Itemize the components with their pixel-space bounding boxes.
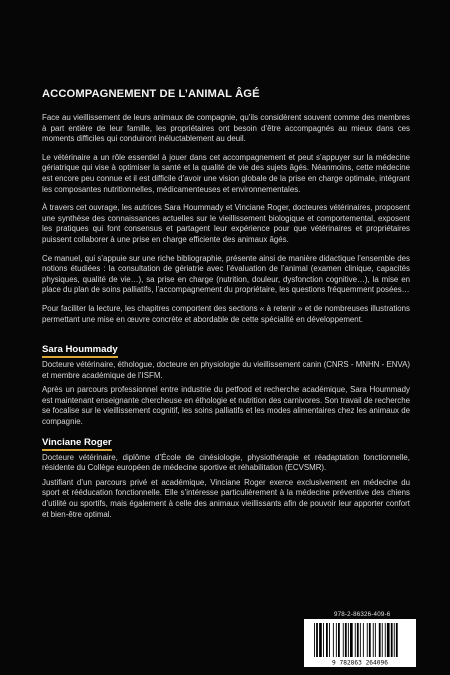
barcode-bar [385, 623, 386, 657]
cover-text-column [42, 88, 410, 524]
barcode-bar [396, 623, 398, 657]
barcode-bar [329, 623, 330, 657]
barcode-bar [345, 623, 347, 657]
barcode-bar [355, 623, 356, 657]
barcode-bar [373, 623, 374, 657]
author-bio-paragraph: Docteure vétérinaire, éthologue, docteure en physiologie du vieillissement canin (CNRS - MNHN - ENVA) et membre académique de l’ISFM. [42, 360, 410, 380]
barcode-bar [348, 623, 349, 657]
barcode-digits: 9 782863 264096 [332, 659, 388, 667]
barcode-bar [343, 623, 344, 657]
summary-paragraph-2: Le vétérinaire a un rôle essentiel à jouer dans cet accompagnement et peut s’appuyer sur la médecine gériatrique qui vise à optimiser la santé et la qualité de vie des sujets âgés. Néanmoins, cette médecine est encore peu connue et il est difficile d’avoir une vision globale de la prise en charge optimale, intégrant les composantes nutritionnelles, médicamenteuses et environnementales. [42, 152, 410, 194]
barcode-bar [394, 623, 395, 657]
barcode-bar [316, 623, 318, 657]
barcode-bar [391, 623, 393, 657]
summary-paragraph-3: À travers cet ouvrage, les autrices Sara Hoummady et Vinciane Roger, docteures vétérinaires, proposent une synthèse des connaissances actuelles sur le vieillissement biologique et comportemental, exposent les pratiques qui font consensus et partagent leur expérience pour que vétérinaires et propriétaires puissent collaborer à une prise en charge efficiente des animaux âgés. [42, 203, 410, 244]
barcode-bar [326, 623, 328, 657]
summary-paragraph-1: Face au vieillissement de leurs animaux de compagnie, qu’ils considèrent souvent comme des membres à part entière de leur famille, les propriétaires ont besoin d’être accompagnés au mieux dans ces moments difficiles qui conduiront inéluctablement au deuil. [42, 113, 410, 144]
barcode-bar [323, 623, 324, 657]
barcode-bar [314, 623, 315, 657]
barcode-bar [357, 623, 359, 657]
barcode-bar [336, 623, 337, 657]
isbn-number: 978-2-86326-409-6 [334, 611, 391, 618]
barcode-bar [375, 623, 376, 657]
barcode-bars [304, 619, 416, 667]
author-sara-hoummady [42, 339, 410, 428]
barcode-bar [369, 623, 371, 657]
barcode-bar [333, 623, 334, 657]
author-bio-paragraph: Après un parcours professionnel entre industrie du petfood et recherche académique, Sara Hoummady est maintenant enseignante chercheuse en éthologie et nutrition des carnivores. Son travail de recherche se focalise sur le vieillissement cognitif, les soins palliatifs et les modes alimentaires chez les animaux de compagnie. [42, 385, 410, 427]
summary-paragraph-5: Pour faciliter la lecture, les chapitres comportent des sections « à retenir » et de nombreuses illustrations permettant une mise en œuvre concrète et abordable de cette spécialité en développement. [42, 303, 410, 324]
author-bio-paragraph: Justifiant d’un parcours privé et académique, Vinciane Roger exerce exclusivement en médecine du sport et rééducation fonctionnelle. Elle s’intéresse particulièrement à la médecine préventive des chiens d’utilité ou sportifs, mais également à celle des animaux vieillissants afin de pouvoir leur apporter confort et bien-être optimal. [42, 477, 410, 519]
book-title: ACCOMPAGNEMENT DE L’ANIMAL ÂGÉ [42, 88, 260, 100]
barcode-bar [387, 623, 390, 657]
author-name: Vinciane Roger [42, 437, 112, 451]
barcode-bar [350, 623, 353, 657]
barcode-bar [382, 623, 383, 657]
author-bio-paragraph: Docteure vétérinaire, diplôme d’École de cinésiologie, physiothérapie et réadaptation fonctionnelle, résidente du Collège européen de médecine sportive et réhabilitation (ECVSMR). [42, 452, 410, 473]
barcode-bar [379, 623, 381, 657]
barcode-bar [338, 623, 340, 657]
author-name: Sara Hoummady [42, 344, 118, 358]
barcode-bar [319, 623, 322, 657]
barcode-bar [360, 623, 361, 657]
barcode-bar [363, 623, 364, 657]
barcode [304, 619, 416, 667]
summary-paragraph-4: Ce manuel, qui s’appuie sur une riche bibliographie, présente ainsi de manière didactique l’ensemble des notions étudiées : la consultation de gériatrie avec l’évaluation de l’animal (examen clinique, capacités physiques, qualité de vie…), sa prise en charge (nutrition, douleur, dysfonction cognitive…), la mise en place du plan de soins palliatifs, l’accompagnement du propriétaire, les questions fréquemment posées… [42, 253, 410, 295]
barcode-bar [367, 623, 368, 657]
author-vinciane-roger [42, 432, 410, 521]
